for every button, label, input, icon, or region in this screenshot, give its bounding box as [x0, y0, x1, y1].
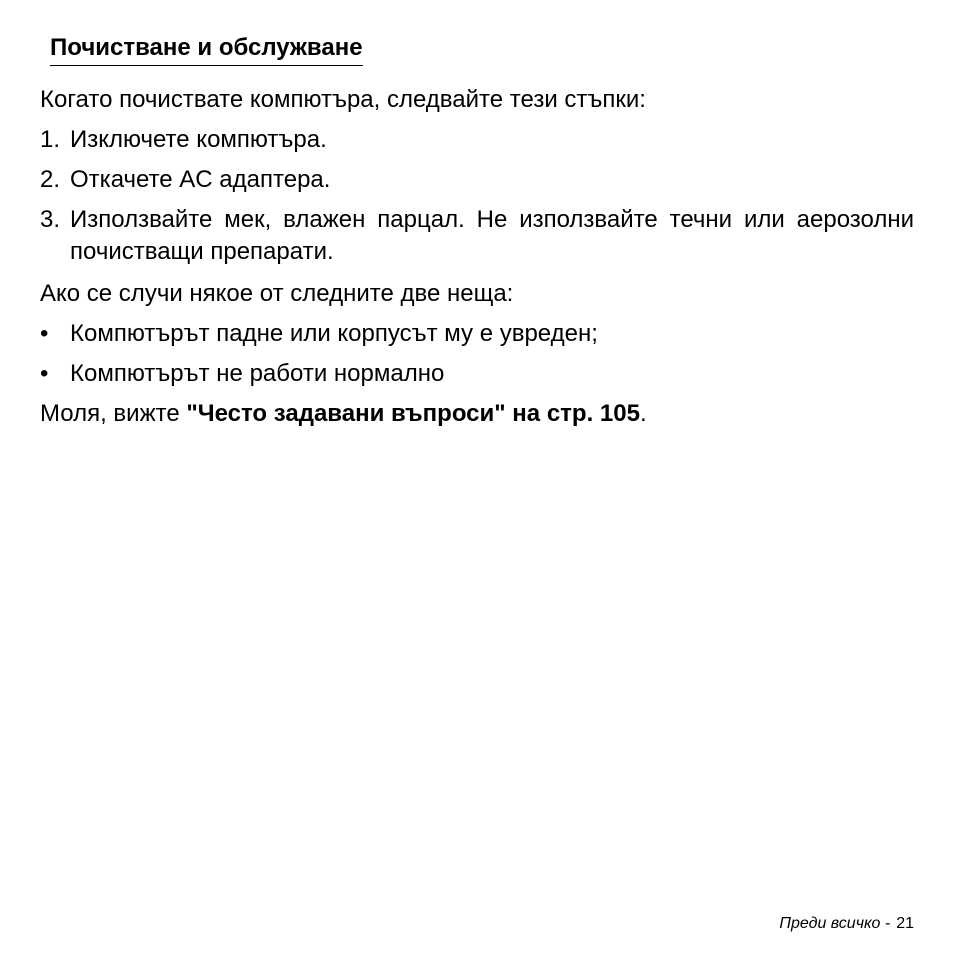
bullet-text: Компютърът падне или корпусът му е увреден; — [70, 320, 598, 347]
step-number: 2. — [40, 166, 61, 193]
reference-suffix: . — [639, 400, 647, 427]
section-heading: Почистване и обслужване — [50, 32, 363, 66]
bullet-item — [40, 318, 914, 350]
faq-reference-link[interactable]: "Често задавани въпроси" на стр. 105 — [186, 400, 640, 427]
conditions-paragraph: Ако се случи някое от следните две неща: — [40, 280, 514, 307]
step-item — [40, 164, 914, 196]
reference-paragraph — [40, 398, 914, 430]
intro-paragraph: Когато почиствате компютъра, следвайте тези стъпки: — [40, 86, 646, 113]
footer-section-title: Преди всичко - — [779, 915, 891, 932]
step-item — [40, 204, 914, 268]
bullet-marker: • — [40, 320, 49, 347]
step-text: Откачете AC адаптера. — [70, 166, 331, 193]
bullet-item — [40, 358, 914, 390]
page-number: 21 — [896, 915, 914, 932]
step-item — [40, 124, 914, 156]
page-footer — [779, 914, 914, 934]
step-number: 1. — [40, 126, 61, 153]
step-number: 3. — [40, 206, 61, 233]
reference-prefix: Моля, вижте — [40, 400, 187, 427]
step-text: Използвайте мек, влажен парцал. Не използвайте течни или аерозолни почистващи препарати. — [70, 206, 914, 265]
bullet-marker: • — [40, 360, 49, 387]
step-text: Изключете компютъра. — [70, 126, 327, 153]
bullet-text: Компютърът не работи нормално — [70, 360, 445, 387]
